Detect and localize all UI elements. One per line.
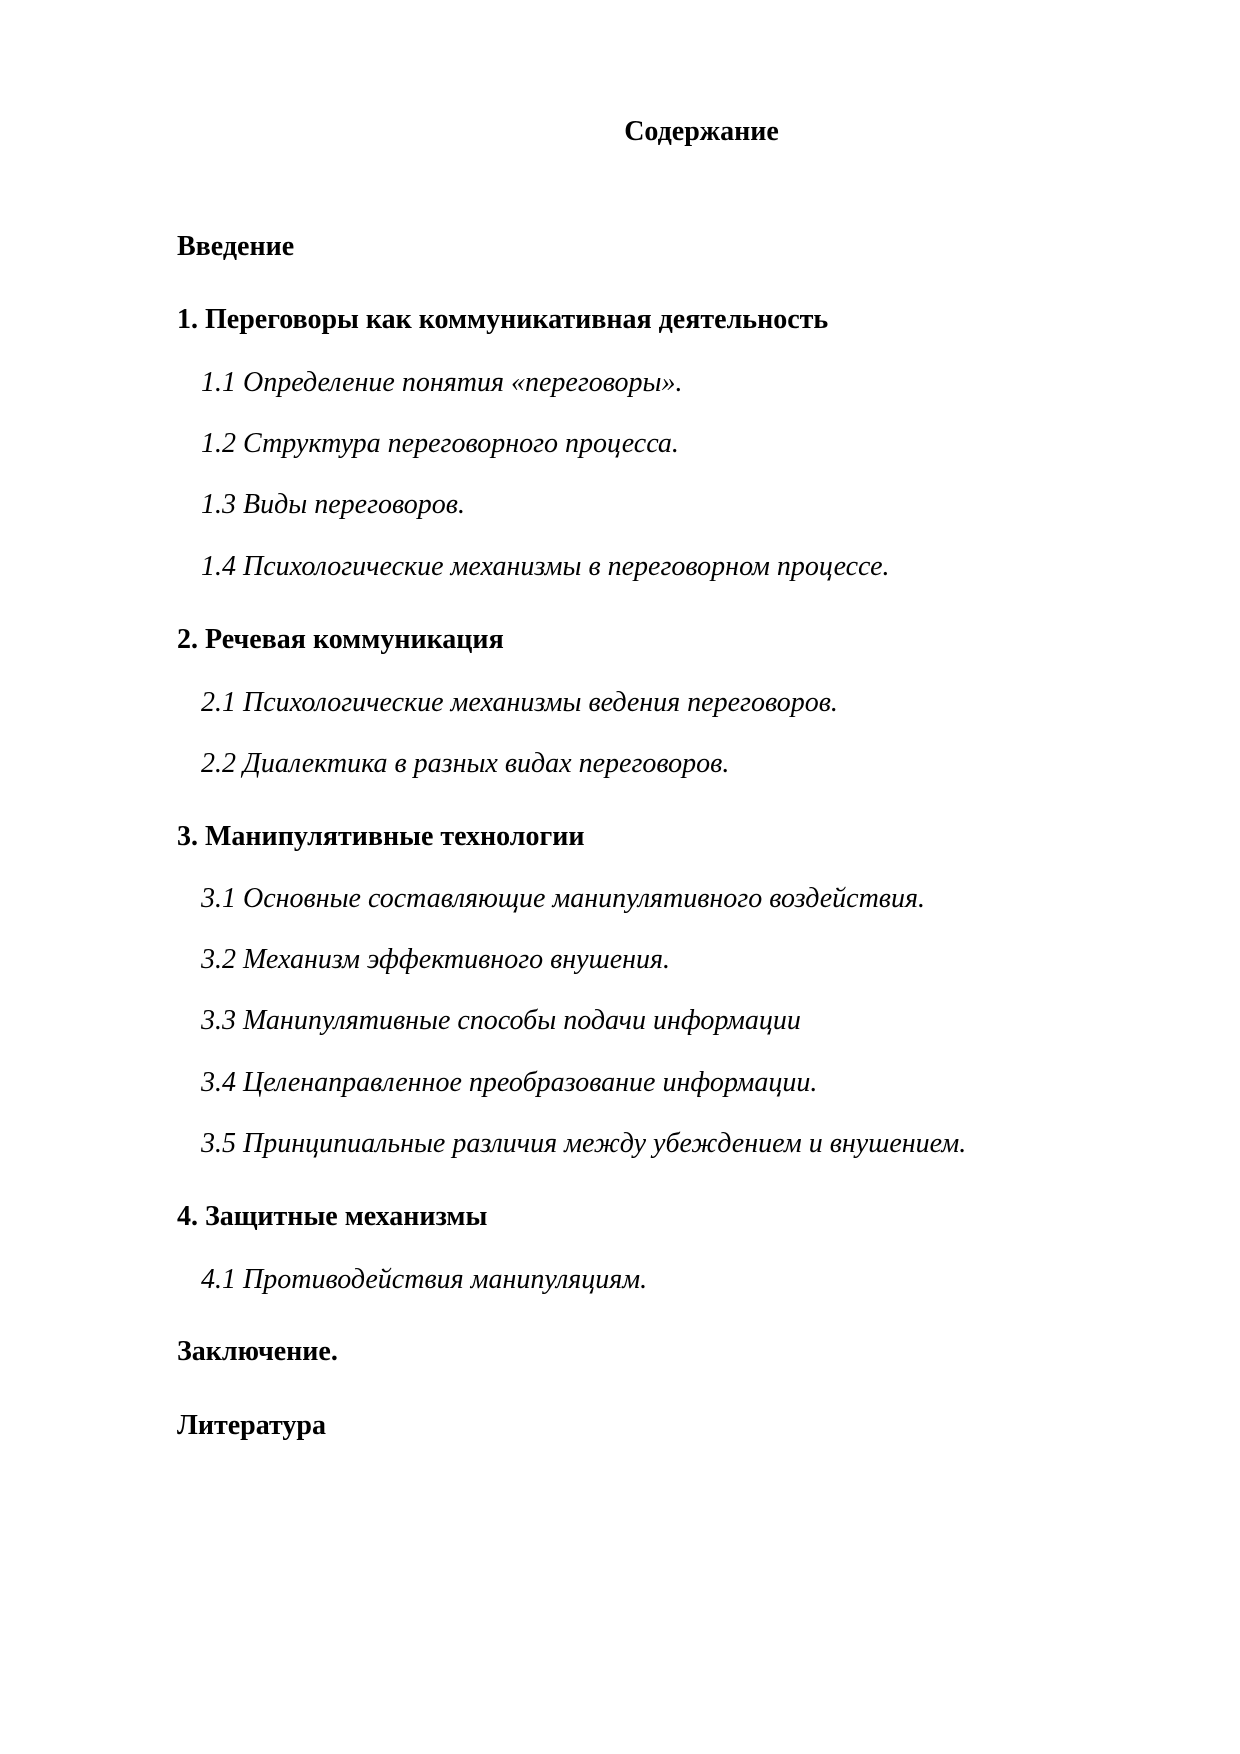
toc-heading-section-1: 1. Переговоры как коммуникативная деятельность [177, 304, 829, 335]
toc-item-1-3: 1.3 Виды переговоров. [201, 489, 465, 520]
toc-item-4-1: 4.1 Противодействия манипуляциям. [201, 1264, 648, 1295]
toc-item-3-3: 3.3 Манипулятивные способы подачи информации [201, 1005, 801, 1036]
toc-item-3-5: 3.5 Принципиальные различия между убеждением и внушением. [201, 1128, 967, 1159]
toc-item-1-1: 1.1 Определение понятия «переговоры». [201, 367, 683, 398]
toc-item-1-2: 1.2 Структура переговорного процесса. [201, 428, 679, 459]
toc-item-2-2: 2.2 Диалектика в разных видах переговоров. [201, 748, 730, 779]
toc-heading-conclusion: Заключение. [177, 1336, 338, 1367]
toc-item-2-1: 2.1 Психологические механизмы ведения переговоров. [201, 687, 838, 718]
toc-item-3-4: 3.4 Целенаправленное преобразование информации. [201, 1067, 818, 1098]
toc-heading-section-2: 2. Речевая коммуникация [177, 624, 504, 655]
toc-item-3-1: 3.1 Основные составляющие манипулятивного воздействия. [201, 883, 925, 914]
toc-item-3-2: 3.2 Механизм эффективного внушения. [201, 944, 671, 975]
page-title: Содержание [624, 116, 779, 147]
toc-heading-section-4: 4. Защитные механизмы [177, 1201, 488, 1232]
toc-heading-introduction: Введение [177, 231, 295, 262]
toc-heading-section-3: 3. Манипулятивные технологии [177, 821, 585, 852]
toc-heading-literature: Литература [177, 1410, 326, 1441]
toc-item-1-4: 1.4 Психологические механизмы в переговорном процессе. [201, 551, 890, 582]
